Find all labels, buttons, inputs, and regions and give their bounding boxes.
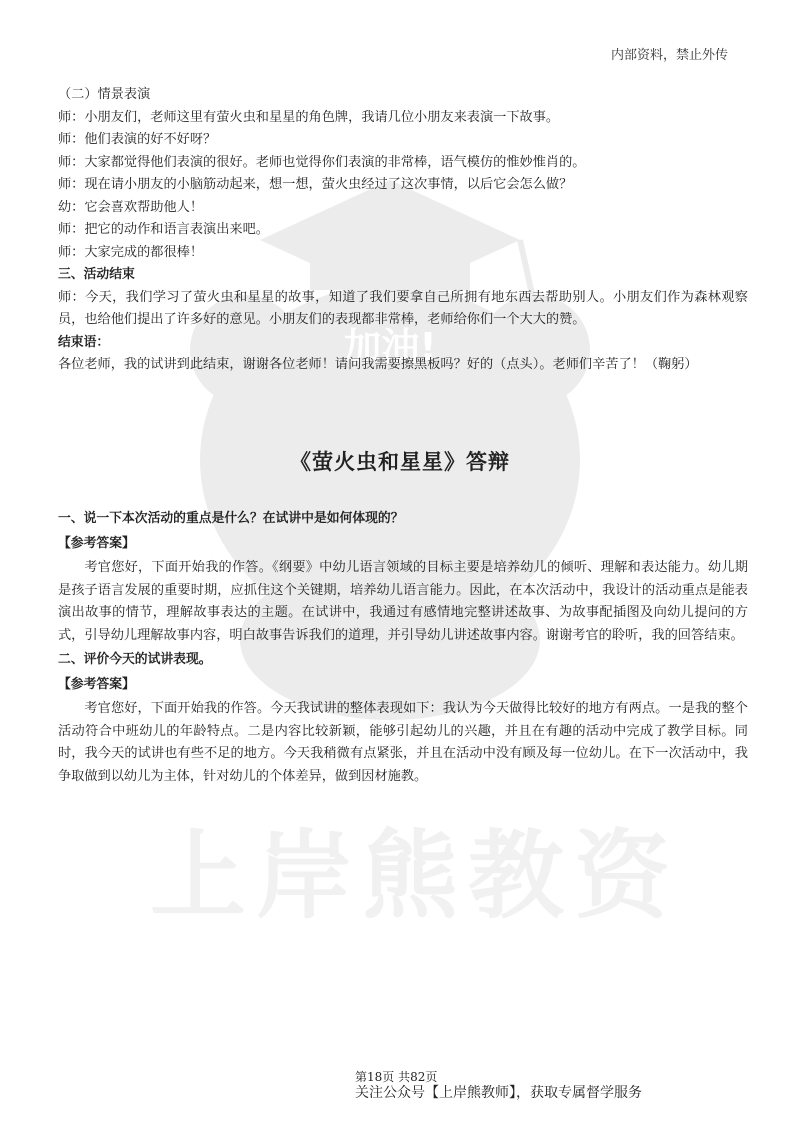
dialogue-line: 师：大家完成的都很棒！ — [58, 244, 204, 260]
closing-text: 各位老师，我的试讲到此结束，谢谢各位老师！请问我需要擦黑板吗？好的（点头）。老师们辛苦了！（鞠躬） — [58, 357, 698, 372]
dialogue-line: 幼：它会喜欢帮助他人！ — [58, 199, 204, 215]
page-number: 第18页 共82页 — [355, 1070, 438, 1084]
heading-closing: 结束语： — [58, 334, 110, 350]
heading-activity-end: 三、活动结束 — [58, 267, 135, 282]
question-2: 二、评价今天的试讲表现。 — [58, 652, 212, 667]
dialogue-line: 师：现在请小朋友的小脑筋动起来，想一想，萤火虫经过了这次事情，以后它会怎么做？ — [58, 177, 573, 192]
confidential-note: 内部资料，禁止外传 — [610, 48, 728, 63]
answer-tag-2: 【参考答案】 — [58, 676, 135, 692]
promo-text: 关注公众号【上岸熊教师】，获取专属督学服务 — [355, 1085, 642, 1101]
answer-tag-1: 【参考答案】 — [58, 535, 135, 551]
answer-2: 考官您好，下面开始我的作答。今天我试讲的整体表现如下：我认为今天做得比较好的地方有两点。一是我的整个活动符合中班幼儿的年龄特点。二是内容比较新颖，能够引起幼儿的兴趣，并且在有趣的活动中完成了教学目标。同时，我今天的试讲也有些不足的地方。今天我稍微有点紧张，并且在活动中没有顾及每一位幼儿。在下一次活动中，我争取做到以幼儿为主体，针对幼儿的个体差异，做到因材施教。 — [58, 701, 748, 784]
dialogue-line: 师：小朋友们，老师这里有萤火虫和星星的角色牌，我请几位小朋友来表演一下故事。 — [58, 109, 560, 125]
section-defense — [58, 508, 748, 788]
subheading-role-play: （二）情景表演 — [58, 87, 151, 102]
dialogue-line: 师：他们表演的好不好呀？ — [58, 132, 217, 147]
dialogue-line: 师：把它的动作和语言表演出来吧。 — [58, 222, 269, 237]
watermark-badge: 加油! — [343, 325, 437, 369]
question-1: 一、说一下本次活动的重点是什么？在试讲中是如何体现的？ — [58, 511, 404, 526]
page-footer — [355, 1070, 775, 1102]
activity-end-text: 师：今天，我们学习了萤火虫和星星的故事，知道了我们要拿自己所拥有地东西去帮助别人。小朋友们作为森林观察员，也给他们提出了许多好的意见。小朋友们的表现都非常棒，老师给你们一个大大的赞。 — [58, 289, 748, 327]
section-activity — [58, 84, 748, 377]
answer-1: 考官您好，下面开始我的作答。《纲要》中幼儿语言领域的目标主要是培养幼儿的倾听、理解和表达能力。幼儿期是孩子语言发展的重要时期，应抓住这个关键期，培养幼儿语言能力。因此，在本次活动中，我设计的活动重点是能表演出故事的情节，理解故事表达的主题。在试讲中，我通过有感情地完整讲述故事、为故事配插图及向幼儿提问的方式，引导幼儿理解故事内容，明白故事告诉我们的道理，并引导幼儿讲述故事内容。谢谢考官的聆听，我的回答结束。 — [58, 560, 748, 643]
defense-title: 《萤火虫和星星》答辩 — [290, 450, 510, 474]
watermark-text: 上岸熊教资 — [150, 820, 680, 932]
dialogue-line: 师：大家都觉得他们表演的很好。老师也觉得你们表演的非常棒，语气模仿的惟妙惟肖的。 — [58, 154, 586, 170]
